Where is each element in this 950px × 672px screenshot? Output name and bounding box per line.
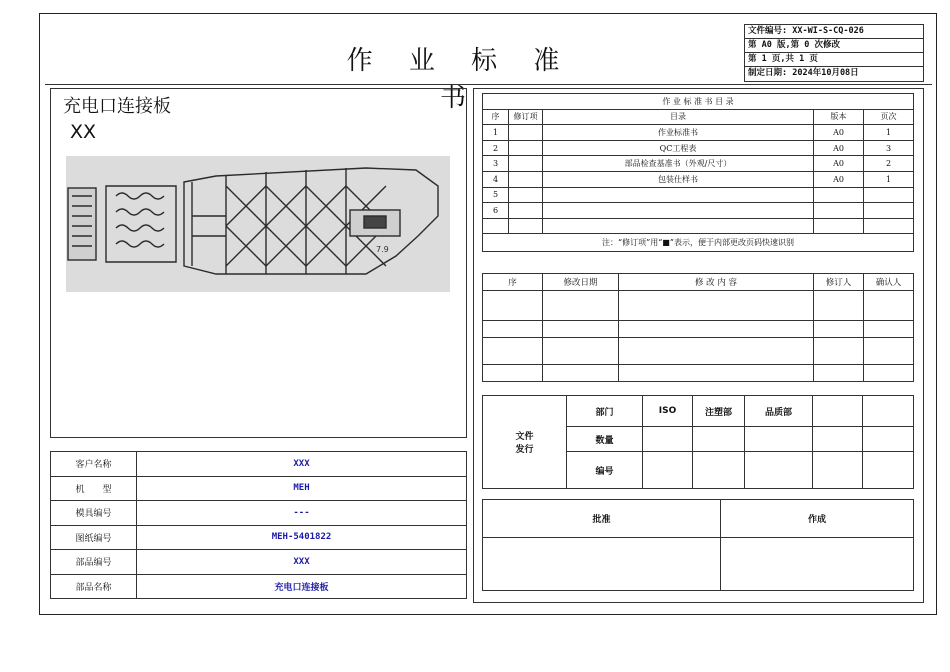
col-header: 修订项	[509, 109, 543, 125]
directory-note: 注：“修订项”用“■”表示，便于内部更改页码快速识别	[483, 234, 914, 252]
row-no: 6	[483, 203, 509, 219]
row-ver: A0	[814, 125, 864, 141]
row-name	[543, 203, 814, 219]
drawing-number-value: MEH-5401822	[137, 525, 467, 550]
code-label: 编号	[567, 452, 643, 489]
col-header: 版本	[814, 109, 864, 125]
row-no: 3	[483, 156, 509, 172]
row-name: 包装仕样书	[543, 171, 814, 187]
part-drawing	[66, 156, 450, 292]
row-no: 4	[483, 171, 509, 187]
info-row	[51, 476, 467, 501]
doc-page: 第 1 页,共 1 页	[745, 53, 923, 67]
info-label: 机 型	[51, 476, 137, 501]
row-ver: A0	[814, 140, 864, 156]
directory-table	[482, 93, 914, 252]
mold-number-value: ---	[137, 501, 467, 526]
approve-label: 批准	[483, 500, 721, 538]
info-label: 部品名称	[51, 574, 137, 599]
directory-title: 作 业 标 准 书 目 录	[483, 94, 914, 110]
table-row	[483, 140, 914, 156]
document-info-box	[744, 24, 924, 82]
dept-molding: 注塑部	[693, 396, 745, 427]
svg-text:7.9: 7.9	[376, 245, 389, 254]
make-label: 作成	[721, 500, 914, 538]
table-row	[483, 365, 914, 382]
approval-header-row	[483, 500, 914, 538]
row-name	[543, 187, 814, 203]
row-no: 5	[483, 187, 509, 203]
row-rev	[509, 156, 543, 172]
table-row	[483, 156, 914, 172]
info-row	[51, 550, 467, 575]
row-no: 2	[483, 140, 509, 156]
row-name: QC工程表	[543, 140, 814, 156]
approval-sign-row	[483, 538, 914, 591]
info-row	[51, 452, 467, 477]
row-ver: A0	[814, 156, 864, 172]
make-signature	[721, 538, 914, 591]
col-header: 目录	[543, 109, 814, 125]
dept-label: 部门	[567, 396, 643, 427]
directory-note-row	[483, 234, 914, 252]
row-no	[483, 218, 509, 234]
dept-quality: 品质部	[745, 396, 813, 427]
row-rev	[509, 218, 543, 234]
directory-header-row	[483, 109, 914, 125]
row-page: 3	[864, 140, 914, 156]
page-title: 作 业 标 准 书	[346, 46, 574, 113]
col-header: 页次	[864, 109, 914, 125]
model-value: MEH	[137, 476, 467, 501]
row-ver	[814, 187, 864, 203]
dept-iso: ISO	[643, 396, 693, 427]
distribution-table	[482, 395, 914, 489]
col-header: 确认人	[864, 274, 914, 291]
qty-label: 数量	[567, 427, 643, 452]
row-ver	[814, 218, 864, 234]
revision-table	[482, 273, 914, 382]
table-row	[483, 171, 914, 187]
table-row	[483, 218, 914, 234]
row-page	[864, 218, 914, 234]
row-ver: A0	[814, 171, 864, 187]
approval-table	[482, 499, 914, 591]
row-name	[543, 218, 814, 234]
doc-version: 第 A0 版,第 0 次修改	[745, 39, 923, 53]
table-row	[483, 321, 914, 338]
row-page: 2	[864, 156, 914, 172]
info-label: 客户名称	[51, 452, 137, 477]
part-number-value: XXX	[137, 550, 467, 575]
doc-number: 文件编号: XX-WI-S-CQ-026	[745, 25, 923, 39]
info-label: 部品编号	[51, 550, 137, 575]
row-rev	[509, 140, 543, 156]
part-name-value: 充电口连接板	[137, 574, 467, 599]
table-row	[483, 125, 914, 141]
col-header: 修改日期	[543, 274, 619, 291]
customer-value: XXX	[137, 452, 467, 477]
row-rev	[509, 171, 543, 187]
dept-row	[483, 396, 914, 427]
part-photo	[66, 156, 450, 292]
row-page: 1	[864, 125, 914, 141]
distribution-label-line2: 发行	[515, 445, 534, 455]
title-divider	[45, 84, 932, 85]
directory-title-row	[483, 94, 914, 110]
table-row	[483, 187, 914, 203]
doc-date: 制定日期: 2024年10月08日	[748, 68, 859, 78]
table-row	[483, 203, 914, 219]
revision-header-row	[483, 274, 914, 291]
col-header: 修订人	[814, 274, 864, 291]
row-rev	[509, 187, 543, 203]
col-header: 序	[483, 274, 543, 291]
dept-empty	[813, 396, 863, 427]
approve-signature	[483, 538, 721, 591]
dept-empty	[863, 396, 914, 427]
part-info-table	[50, 451, 467, 599]
row-name: 部品检查基准书（外观/尺寸）	[543, 156, 814, 172]
part-name-heading: 充电口连接板	[63, 96, 171, 117]
info-label: 模具编号	[51, 501, 137, 526]
row-page: 1	[864, 171, 914, 187]
col-header: 序	[483, 109, 509, 125]
row-rev	[509, 125, 543, 141]
table-row	[483, 338, 914, 365]
row-rev	[509, 203, 543, 219]
row-ver	[814, 203, 864, 219]
distribution-label-line1: 文件	[515, 432, 534, 442]
table-row	[483, 291, 914, 321]
info-label: 图纸编号	[51, 525, 137, 550]
row-name: 作业标准书	[543, 125, 814, 141]
row-page	[864, 203, 914, 219]
distribution-label	[483, 396, 567, 489]
part-code: XX	[70, 121, 97, 143]
info-row	[51, 501, 467, 526]
row-page	[864, 187, 914, 203]
row-no: 1	[483, 125, 509, 141]
col-header: 修 改 内 容	[619, 274, 814, 291]
info-row	[51, 525, 467, 550]
info-row	[51, 574, 467, 599]
